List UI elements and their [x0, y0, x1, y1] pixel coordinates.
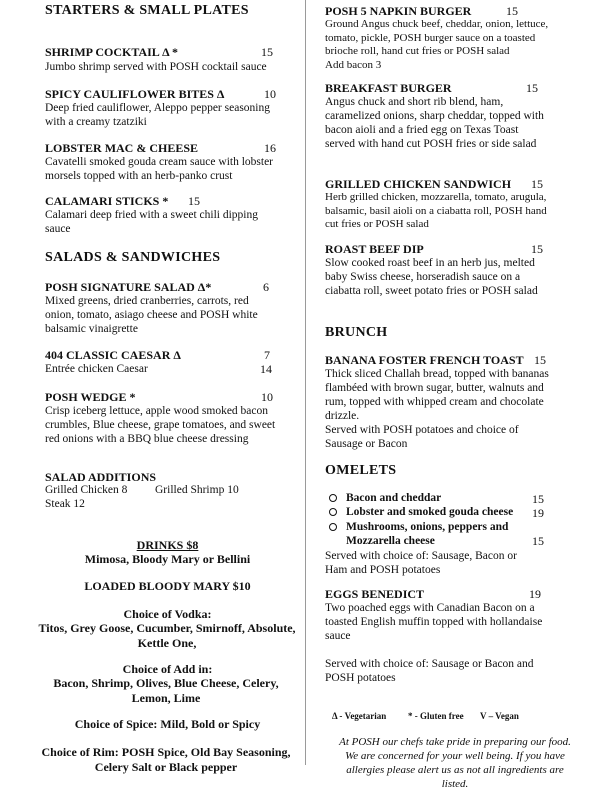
cauliflower-price: 10 — [264, 87, 276, 101]
caesar-desc: Entrée chicken Caesar — [45, 363, 148, 375]
signature-salad-name: POSH SIGNATURE SALAD Δ* — [45, 280, 212, 294]
calamari-name: CALAMARI STICKS * — [45, 194, 169, 208]
cauliflower-desc: Deep fried cauliflower, Aleppo pepper seasoning with a creamy tzatziki — [45, 102, 270, 128]
omelet-item — [329, 506, 513, 518]
breakfast-burger-price: 15 — [526, 81, 538, 95]
wedge-price: 10 — [261, 390, 273, 404]
signature-salad-desc: Mixed greens, dried cranberries, carrots, red onion, tomato, asiago cheese and POSH white balsamic vinaigrette — [45, 295, 258, 335]
drinks-mimosa: Mimosa, Bloody Mary or Bellini — [84, 552, 251, 566]
signature-salad-price: 6 — [263, 280, 269, 294]
napkin-burger-name: POSH 5 NAPKIN BURGER — [325, 4, 472, 18]
roast-beef-price: 15 — [531, 242, 543, 256]
addition-shrimp: Grilled Shrimp 10 — [155, 484, 239, 496]
omelet-name: Bacon and cheddar — [346, 492, 442, 504]
chicken-sandwich-desc: Herb grilled chicken, mozzarella, tomato, arugula, balsamic, basil aioli on a ciabatta roll, POSH hand cut fries or POSH salad — [325, 191, 547, 230]
vodka-list: Titos, Grey Goose, Cucumber, Smirnoff, Absolute, Kettle One, — [38, 621, 296, 650]
lobster-mac-price: 16 — [264, 141, 276, 155]
napkin-burger-desc: Ground Angus chuck beef, cheddar, onion, lettuce, tomato, pickle, POSH burger sauce on a toasted brioche roll, hand cut fries or POSH salad — [325, 18, 549, 57]
chicken-sandwich-price: 15 — [531, 177, 543, 191]
benedict-name: EGGS BENEDICT — [325, 587, 425, 601]
lobster-mac-desc: Cavatelli smoked gouda cream sauce with lobster morsels topped with an herb-panko crust — [45, 156, 274, 182]
french-toast-name: BANANA FOSTER FRENCH TOAST — [325, 353, 524, 367]
caesar-entree-price: 14 — [260, 362, 272, 376]
lobster-mac-name: LOBSTER MAC & CHEESE — [45, 141, 199, 155]
legend-gluten-free: * - Gluten free — [408, 711, 464, 721]
starters-heading: STARTERS & SMALL PLATES — [45, 3, 249, 18]
allergy-footnote: At POSH our chefs take pride in preparing our food. We are concerned for your well being. If you have allergies please alert us as not all ingredients are listed. — [339, 736, 571, 790]
bullet-icon — [329, 494, 337, 502]
addin-list: Bacon, Shrimp, Olives, Blue Cheese, Celery, Lemon, Lime — [53, 676, 279, 705]
omelet-price: 15 — [532, 534, 544, 548]
rim-choice: Choice of Rim: POSH Spice, Old Bay Seasoning, Celery Salt or Black pepper — [41, 745, 291, 774]
salads-heading: SALADS & SANDWICHES — [45, 250, 221, 265]
salad-additions-title: SALAD ADDITIONS — [45, 470, 157, 484]
shrimp-cocktail-desc: Jumbo shrimp served with POSH cocktail sauce — [45, 61, 267, 73]
addition-steak: Steak 12 — [45, 498, 85, 510]
benedict-price: 19 — [529, 587, 541, 601]
vodka-title: Choice of Vodka: — [123, 607, 212, 621]
omelet-price: 19 — [532, 506, 544, 520]
column-divider — [305, 0, 306, 765]
wedge-desc: Crisp iceberg lettuce, apple wood smoked bacon crumbles, Blue cheese, grape tomatoes, and sweet red onions with a BBQ blue cheese dressing — [45, 405, 276, 445]
bullet-icon — [329, 508, 337, 516]
napkin-burger-price: 15 — [506, 4, 518, 18]
shrimp-cocktail-name: SHRIMP COCKTAIL Δ * — [45, 45, 178, 59]
caesar-name: 404 CLASSIC CAESAR Δ — [45, 348, 181, 362]
addin-title: Choice of Add in: — [122, 662, 213, 676]
french-toast-desc: Thick sliced Challah bread, topped with bananas flambéed with brown sugar, butter, walnuts and rum, topped with whipped cream and chocolate drizzle. — [325, 368, 549, 422]
benedict-desc: Two poached eggs with Canadian Bacon on a toasted English muffin topped with hollandaise sauce — [325, 602, 543, 642]
drinks-title: DRINKS $8 — [136, 538, 199, 552]
caesar-price: 7 — [264, 348, 270, 362]
french-toast-price: 15 — [534, 353, 546, 367]
omelets-heading: OMELETS — [325, 463, 397, 478]
calamari-price: 15 — [188, 194, 200, 208]
omelet-item — [329, 492, 441, 504]
breakfast-burger-desc: Angus chuck and short rib blend, ham, caramelized onions, sharp cheddar, topped with bacon aioli and a fried egg on Texas Toast served with hand cut POSH fries or side salad — [325, 96, 544, 150]
omelet-item — [329, 520, 526, 548]
legend-vegetarian: Δ - Vegetarian — [332, 711, 387, 721]
loaded-bloody-mary: LOADED BLOODY MARY $10 — [84, 579, 251, 593]
calamari-desc: Calamari deep fried with a sweet chili dipping sauce — [45, 209, 259, 235]
omelet-price: 15 — [532, 492, 544, 506]
legend-vegan: V – Vegan — [480, 711, 519, 721]
spice-choice: Choice of Spice: Mild, Bold or Spicy — [74, 717, 261, 731]
omelets-served: Served with choice of: Sausage, Bacon or Ham and POSH potatoes — [325, 550, 517, 576]
bullet-icon — [329, 523, 337, 531]
wedge-name: POSH WEDGE * — [45, 390, 136, 404]
benedict-desc2: Served with choice of: Sausage or Bacon and POSH potatoes — [325, 658, 534, 684]
roast-beef-name: ROAST BEEF DIP — [325, 242, 424, 256]
omelet-name: Mushrooms, onions, peppers and Mozzarella cheese — [346, 521, 509, 547]
chicken-sandwich-name: GRILLED CHICKEN SANDWICH — [325, 177, 512, 191]
breakfast-burger-name: BREAKFAST BURGER — [325, 81, 452, 95]
french-toast-desc2: Served with POSH potatoes and choice of Sausage or Bacon — [325, 424, 519, 450]
brunch-heading: BRUNCH — [325, 325, 388, 340]
addition-chicken: Grilled Chicken 8 — [45, 484, 128, 496]
cauliflower-name: SPICY CAULIFLOWER BITES Δ — [45, 87, 225, 101]
omelet-name: Lobster and smoked gouda cheese — [346, 506, 514, 518]
roast-beef-desc: Slow cooked roast beef in an herb jus, melted baby Swiss cheese, horseradish sauce on a ciabatta roll, sweet potato fries or POSH salad — [325, 257, 538, 297]
napkin-burger-extra: Add bacon 3 — [325, 59, 382, 71]
shrimp-cocktail-price: 15 — [261, 45, 273, 59]
